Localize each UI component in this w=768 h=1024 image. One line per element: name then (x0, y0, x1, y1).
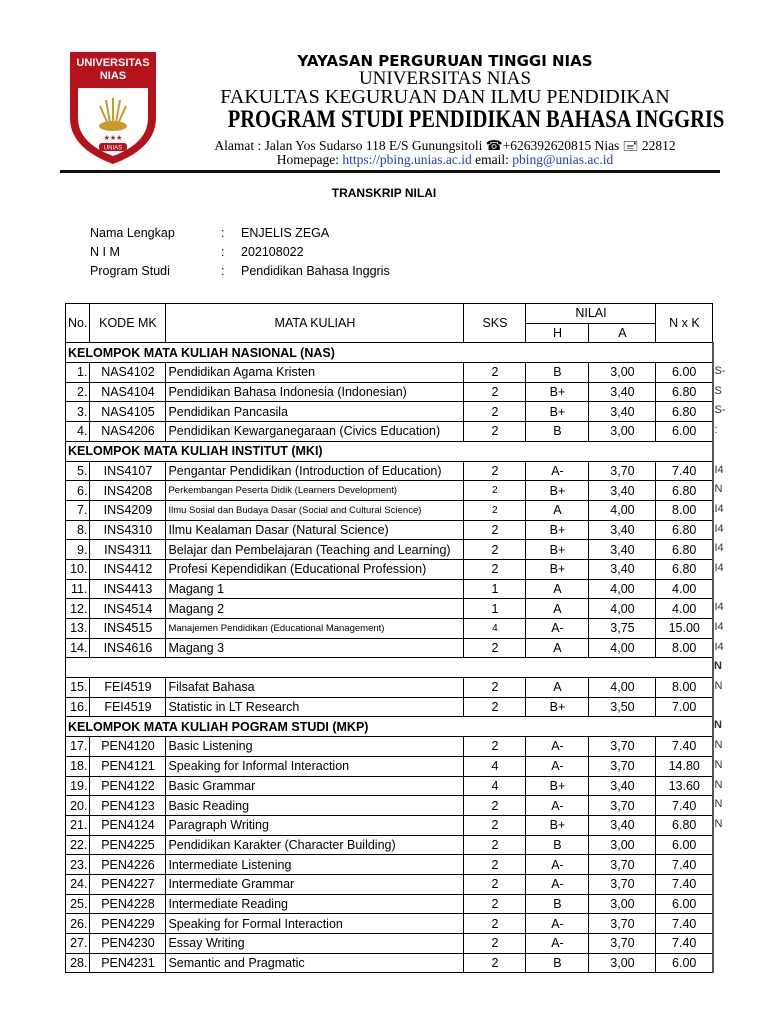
cell-mata: Pendidikan Pancasila (166, 402, 464, 422)
header-nxk: N x K (656, 304, 713, 343)
group-title: KELOMPOK MATA KULIAH POGRAM STUDI (MKP) N (66, 717, 713, 737)
overflow-fragment: I4 (714, 621, 724, 633)
group-row (66, 441, 713, 461)
cell-mata: Belajar dan Pembelajaran (Teaching and Learning) (166, 540, 464, 560)
table-row (66, 894, 713, 914)
cell-kode: PEN4121 (90, 756, 166, 776)
cell-kode: INS4310 (90, 520, 166, 540)
cell-sks: 4 (464, 776, 526, 796)
table-row (66, 500, 713, 520)
cell-kode: INS4107 (90, 461, 166, 481)
cell-nxk: 7.40 (656, 914, 713, 934)
cell-kode: INS4412 (90, 559, 166, 579)
cell-kode: NAS4105 (90, 402, 166, 422)
svg-text:UNIVERSITAS: UNIVERSITAS (76, 57, 150, 69)
cell-sks: 4 (464, 619, 526, 639)
header-mata-kuliah: MATA KULIAH (166, 304, 464, 343)
header-no: No. (66, 304, 90, 343)
cell-nxk: 6.00 (656, 953, 713, 973)
cell-sks: 2 (464, 953, 526, 973)
table-row (66, 520, 713, 540)
header-nilai: NILAI (526, 304, 656, 324)
cell-nxk: 7.00 (656, 697, 713, 717)
university-logo (66, 48, 160, 166)
homepage-link[interactable]: https://pbing.unias.ac.id (342, 152, 472, 167)
cell-kode: PEN4124 (90, 815, 166, 835)
cell-h: B+ (526, 402, 589, 422)
cell-h: A- (526, 461, 589, 481)
table-row (66, 914, 713, 934)
overflow-fragment: N (714, 817, 723, 830)
cell-mata: Ilmu Kealaman Dasar (Natural Science) (166, 520, 464, 540)
cell-a: 3,40 (589, 520, 656, 540)
cell-kode: NAS4102 (90, 363, 166, 383)
cell-no: 3. (66, 402, 90, 422)
cell-a: 3,70 (589, 756, 656, 776)
cell-mata: Intermediate Grammar (166, 874, 464, 894)
cell-nxk: 7.40 (656, 934, 713, 954)
cell-a: 3,00 (589, 835, 656, 855)
student-sep: : (221, 226, 225, 240)
group-row (66, 717, 713, 737)
email-link[interactable]: pbing@unias.ac.id (512, 152, 614, 167)
cell-no: 16. (66, 697, 90, 717)
cell-sks: 2 (464, 461, 526, 481)
cell-a: 3,00 (589, 894, 656, 914)
cell-h: A- (526, 855, 589, 875)
cell-no: 13. (66, 619, 90, 639)
cell-mata: Statistic in LT Research (166, 697, 464, 717)
cell-kode: INS4311 (90, 540, 166, 560)
cell-nxk: 7.40 (656, 855, 713, 875)
cell-sks: 2 (464, 835, 526, 855)
student-value: 202108022 (241, 245, 304, 259)
table-row (66, 402, 713, 422)
cell-no: 10. (66, 559, 90, 579)
cell-no: 12. (66, 599, 90, 619)
cell-h: A (526, 638, 589, 658)
cell-h: B+ (526, 697, 589, 717)
cell-kode: PEN4120 (90, 737, 166, 757)
cell-mata: Perkembangan Peserta Didik (Learners Development) (166, 481, 464, 501)
cell-mata: Basic Reading (166, 796, 464, 816)
cell-no: 17. (66, 737, 90, 757)
header-divider (60, 170, 720, 173)
overflow-fragment: S (714, 384, 722, 397)
cell-sks: 2 (464, 520, 526, 540)
cell-sks: 2 (464, 737, 526, 757)
cell-h: B+ (526, 481, 589, 501)
table-row (66, 638, 713, 658)
group-title: KELOMPOK MATA KULIAH INSTITUT (MKI) (66, 441, 713, 461)
foundation-name: YAYASAN PERGURUAN TINGGI NIAS (297, 52, 593, 70)
cell-a: 3,50 (589, 697, 656, 717)
cell-nxk: 8.00 I4 (656, 500, 713, 520)
cell-a: 3,00 (589, 422, 656, 442)
student-value: ENJELIS ZEGA (241, 226, 330, 240)
cell-sks: 2 (464, 363, 526, 383)
student-label: N I M (90, 245, 120, 259)
cell-nxk: 6.00 (656, 835, 713, 855)
table-row (66, 461, 713, 481)
cell-a: 3,75 (589, 619, 656, 639)
overflow-fragment: : (714, 424, 718, 437)
cell-no: 6. (66, 481, 90, 501)
cell-sks: 2 (464, 796, 526, 816)
university-name: UNIVERSITAS NIAS (358, 68, 532, 89)
blank-cell (66, 658, 722, 678)
table-row (66, 756, 713, 776)
cell-a: 3,40 (589, 776, 656, 796)
cell-nxk: 6.80 N (656, 481, 713, 501)
cell-sks: 2 (464, 697, 526, 717)
overflow-fragment: N (714, 680, 723, 693)
cell-no: 19. (66, 776, 90, 796)
cell-mata: Essay Writing (166, 934, 464, 954)
cell-kode: INS4515 (90, 619, 166, 639)
cell-sks: 2 (464, 894, 526, 914)
cell-no: 26. (66, 914, 90, 934)
cell-h: B+ (526, 815, 589, 835)
cell-sks: 2 (464, 855, 526, 875)
table-row (66, 776, 713, 796)
cell-a: 3,40 (589, 382, 656, 402)
cell-h: A (526, 599, 589, 619)
cell-no: 25. (66, 894, 90, 914)
cell-no: 21. (66, 815, 90, 835)
overflow-fragment: I4 (714, 522, 724, 535)
cell-nxk: 6.80 I4 (656, 520, 713, 540)
cell-sks: 2 (464, 402, 526, 422)
cell-no: 20. (66, 796, 90, 816)
cell-nxk: 6.80 I4 (656, 540, 713, 560)
cell-a: 3,40 (589, 559, 656, 579)
cell-h: A (526, 579, 589, 599)
cell-no: 2. (66, 382, 90, 402)
overflow-fragment: N (714, 719, 722, 732)
cell-h: B+ (526, 559, 589, 579)
cell-mata: Basic Grammar (166, 776, 464, 796)
cell-h: B (526, 422, 589, 442)
cell-sks: 2 (464, 382, 526, 402)
cell-h: B+ (526, 776, 589, 796)
table-row (66, 953, 713, 973)
cell-kode: INS4413 (90, 579, 166, 599)
cell-mata: Speaking for Informal Interaction (166, 756, 464, 776)
cell-kode: INS4514 (90, 599, 166, 619)
cell-sks: 2 (464, 678, 526, 698)
table-row (66, 382, 713, 402)
table-row (66, 481, 713, 501)
cell-no: 23. (66, 855, 90, 875)
cell-mata: Magang 2 (166, 599, 464, 619)
overflow-fragment: N (714, 660, 722, 673)
cell-kode: FEI4519 (90, 678, 166, 698)
cell-mata: Profesi Kependidikan (Educational Profession) (166, 559, 464, 579)
cell-mata: Pendidikan Karakter (Character Building) (166, 835, 464, 855)
overflow-fragment: I4 (714, 502, 724, 515)
group-row (66, 343, 713, 363)
cell-mata: Intermediate Listening (166, 855, 464, 875)
cell-a: 3,40 (589, 481, 656, 501)
cell-sks: 2 (464, 638, 526, 658)
program-name: PROGRAM STUDI PENDIDIKAN BAHASA INGGRIS (227, 106, 725, 133)
cell-mata: Manajemen Pendidikan (Educational Management) (166, 619, 464, 639)
grades-table (65, 303, 726, 973)
cell-h: B+ (526, 520, 589, 540)
cell-a: 4,00 (589, 599, 656, 619)
overflow-fragment: I4 (714, 601, 724, 614)
cell-sks: 2 (464, 815, 526, 835)
cell-h: A- (526, 874, 589, 894)
cell-no: 24. (66, 874, 90, 894)
cell-sks: 2 (464, 874, 526, 894)
cell-h: B+ (526, 382, 589, 402)
cell-kode: INS4209 (90, 500, 166, 520)
cell-nxk: 6.00 : (656, 422, 713, 442)
cell-kode: PEN4226 (90, 855, 166, 875)
table-row (66, 422, 713, 442)
cell-h: B (526, 953, 589, 973)
cell-a: 4,00 (589, 579, 656, 599)
cell-no: 5. (66, 461, 90, 481)
student-sep: : (221, 264, 225, 278)
address: Alamat : Jalan Yos Sudarso 118 E/S Gunungsitoli ☎+626392620815 Nias 🖃 22812 (214, 138, 676, 153)
cell-mata: Speaking for Formal Interaction (166, 914, 464, 934)
table-row (66, 796, 713, 816)
cell-a: 3,70 (589, 855, 656, 875)
homepage-label: Homepage: (276, 152, 340, 167)
cell-no: 1. (66, 363, 90, 383)
cell-h: A (526, 500, 589, 520)
cell-h: B (526, 835, 589, 855)
cell-mata: Pendidikan Bahasa Indonesia (Indonesian) (166, 382, 464, 402)
cell-mata: Pendidikan Kewarganegaraan (Civics Education) (166, 422, 464, 442)
cell-kode: INS4616 (90, 638, 166, 658)
svg-text:UNIAS: UNIAS (103, 145, 123, 152)
cell-a: 4,00 (589, 638, 656, 658)
cell-h: B (526, 894, 589, 914)
table-row (66, 697, 713, 717)
cell-no: 11. (66, 579, 90, 599)
cell-kode: PEN4230 (90, 934, 166, 954)
overflow-fragment: N (714, 483, 723, 496)
table-row (66, 559, 713, 579)
cell-no: 28. (66, 953, 90, 973)
cell-no: 7. (66, 500, 90, 520)
cell-kode: PEN4225 (90, 835, 166, 855)
cell-mata: Pengantar Pendidikan (Introduction of Education) (166, 461, 464, 481)
cell-no: 22. (66, 835, 90, 855)
cell-no: 14. (66, 638, 90, 658)
overflow-fragment: I4 (714, 561, 724, 574)
cell-a: 3,70 (589, 737, 656, 757)
cell-h: A- (526, 914, 589, 934)
cell-nxk: 7.40 N (656, 796, 713, 816)
header-sks: SKS (464, 304, 526, 343)
cell-nxk: 7.40 I4 (656, 461, 713, 481)
cell-nxk: 15.00 I4 (656, 619, 713, 639)
student-label: Program Studi (90, 264, 170, 278)
cell-a: 4,00 (589, 500, 656, 520)
cell-no: 18. (66, 756, 90, 776)
email-label: email: (475, 152, 509, 167)
cell-mata: Paragraph Writing (166, 815, 464, 835)
cell-h: B (526, 363, 589, 383)
student-value: Pendidikan Bahasa Inggris (241, 264, 390, 278)
overflow-fragment: N (714, 758, 723, 771)
table-row (66, 835, 713, 855)
cell-nxk: 7.40 (656, 874, 713, 894)
group-title: KELOMPOK MATA KULIAH NASIONAL (NAS) (66, 343, 713, 363)
overflow-fragment: S- (714, 365, 726, 378)
table-row (66, 934, 713, 954)
cell-kode: PEN4122 (90, 776, 166, 796)
overflow-fragment: N (714, 778, 723, 791)
cell-no: 15. (66, 678, 90, 698)
student-label: Nama Lengkap (90, 226, 175, 240)
cell-a: 3,70 (589, 461, 656, 481)
cell-kode: FEI4519 (90, 697, 166, 717)
cell-kode: PEN4228 (90, 894, 166, 914)
cell-a: 3,70 (589, 874, 656, 894)
cell-kode: PEN4123 (90, 796, 166, 816)
contact-line (180, 152, 710, 168)
cell-sks: 1 (464, 599, 526, 619)
cell-no: 4. (66, 422, 90, 442)
cell-sks: 2 (464, 934, 526, 954)
cell-h: A- (526, 619, 589, 639)
student-sep: : (221, 245, 225, 259)
cell-a: 3,40 (589, 815, 656, 835)
cell-nxk: 6.80 N (656, 815, 713, 835)
cell-a: 3,40 (589, 402, 656, 422)
cell-no: 9. (66, 540, 90, 560)
cell-nxk: 7.40 N (656, 737, 713, 757)
cell-sks: 2 (464, 481, 526, 501)
table-row (66, 579, 713, 599)
overflow-fragment: N (714, 739, 723, 752)
overflow-fragment: I4 (714, 640, 724, 653)
cell-nxk: 13.60 N (656, 776, 713, 796)
cell-a: 3,70 (589, 934, 656, 954)
cell-sks: 2 (464, 559, 526, 579)
cell-h: A- (526, 796, 589, 816)
cell-nxk: 4.00 I4 (656, 599, 713, 619)
table-row (66, 599, 713, 619)
cell-kode: PEN4229 (90, 914, 166, 934)
cell-a: 3,70 (589, 914, 656, 934)
cell-sks: 2 (464, 914, 526, 934)
overflow-fragment: I4 (714, 542, 724, 555)
cell-a: 3,00 (589, 363, 656, 383)
cell-nxk: 4.00 (656, 579, 713, 599)
cell-mata: Magang 1 (166, 579, 464, 599)
table-row (66, 540, 713, 560)
cell-sks: 2 (464, 500, 526, 520)
cell-sks: 2 (464, 540, 526, 560)
cell-kode: PEN4231 (90, 953, 166, 973)
cell-no: 27. (66, 934, 90, 954)
header-h: H (526, 323, 589, 343)
table-row (66, 363, 713, 383)
cell-mata: Magang 3 (166, 638, 464, 658)
cell-mata: Pendidikan Agama Kristen (166, 363, 464, 383)
cell-mata: Basic Listening (166, 737, 464, 757)
cell-sks: 4 (464, 756, 526, 776)
overflow-fragment: N (714, 798, 723, 811)
cell-nxk: 6.80 S (656, 382, 713, 402)
cell-kode: PEN4227 (90, 874, 166, 894)
cell-nxk: 8.00 I4 (656, 638, 713, 658)
cell-nxk: 14.80 N (656, 756, 713, 776)
cell-h: A- (526, 756, 589, 776)
cell-a: 3,40 (589, 540, 656, 560)
cell-a: 3,00 (589, 953, 656, 973)
table-row (66, 619, 713, 639)
table-row (66, 815, 713, 835)
cell-nxk: 6.80 S- (656, 402, 713, 422)
overflow-fragment: S- (714, 404, 726, 417)
blank-row (66, 658, 713, 678)
cell-mata: Semantic and Pragmatic (166, 953, 464, 973)
cell-sks: 2 (464, 422, 526, 442)
cell-a: 3,70 (589, 796, 656, 816)
overflow-fragment: I4 (714, 463, 724, 476)
cell-h: B+ (526, 540, 589, 560)
cell-sks: 1 (464, 579, 526, 599)
cell-mata: Ilmu Sosial dan Budaya Dasar (Social and Cultural Science) (166, 500, 464, 520)
cell-no: 8. (66, 520, 90, 540)
cell-nxk: 6.80 I4 (656, 559, 713, 579)
table-row (66, 678, 713, 698)
table-row (66, 874, 713, 894)
cell-nxk: 6.00 S- (656, 363, 713, 383)
cell-h: A- (526, 934, 589, 954)
header-kode: KODE MK (90, 304, 166, 343)
table-row (66, 855, 713, 875)
table-row (66, 737, 713, 757)
cell-mata: Filsafat Bahasa (166, 678, 464, 698)
cell-a: 4,00 (589, 678, 656, 698)
cell-h: A- (526, 737, 589, 757)
cell-kode: NAS4104 (90, 382, 166, 402)
cell-nxk: 8.00 N (656, 678, 713, 698)
cell-nxk: 6.00 (656, 894, 713, 914)
svg-text:★★★: ★★★ (103, 135, 123, 142)
cell-kode: INS4208 (90, 481, 166, 501)
cell-h: A (526, 678, 589, 698)
header-a: A (589, 323, 656, 343)
cell-mata: Intermediate Reading (166, 894, 464, 914)
cell-kode: NAS4206 (90, 422, 166, 442)
svg-text:NIAS: NIAS (99, 70, 127, 82)
faculty-name: FAKULTAS KEGURUAN DAN ILMU PENDIDIKAN (220, 86, 670, 108)
document-title: TRANSKRIP NILAI (331, 186, 437, 200)
